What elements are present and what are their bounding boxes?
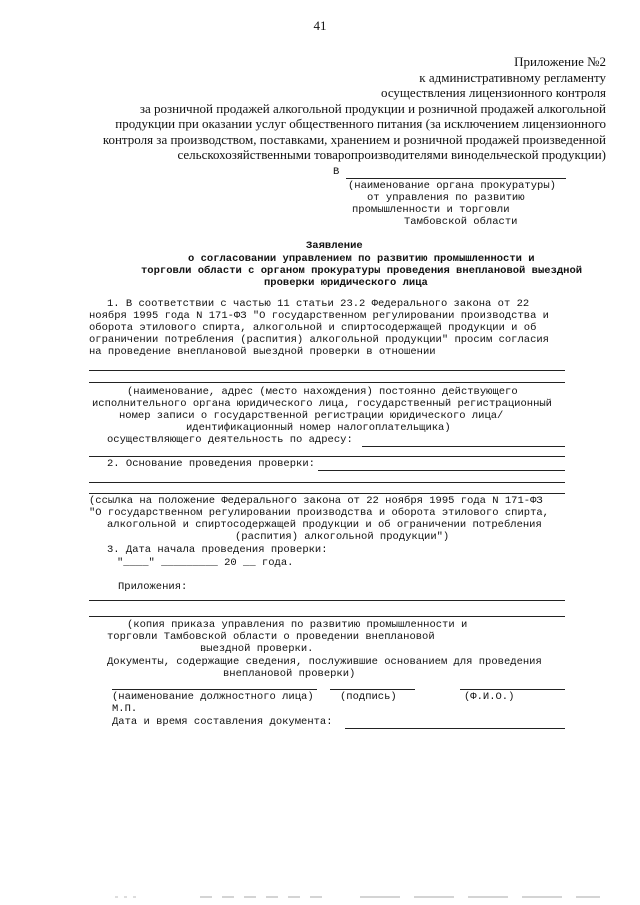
section2-label: 2. Основание проведения проверки: — [107, 458, 315, 470]
activity-address-label: осуществляющего деятельность по адресу: — [107, 434, 353, 446]
title-line: проверки юридического лица — [264, 277, 428, 289]
attachments-note: (копия приказа управления по развитию промышленности и — [127, 619, 468, 631]
recipient-from-line: Тамбовской области — [404, 216, 518, 228]
fill-line — [89, 456, 565, 457]
appendix-line: сельскохозяйственными товаропроизводителями винодельческой продукции) — [177, 147, 606, 162]
recipient-from-line: промышленности и торговли — [352, 204, 510, 216]
section1-line: ноября 1995 года N 171-ФЗ "О государственном регулировании производства и — [89, 310, 549, 322]
fill-line — [89, 370, 565, 371]
attachments-note: Документы, содержащие сведения, послужившие основанием для проведения — [107, 656, 542, 668]
section1-note: номер записи о государственной регистрации юридического лица/ — [119, 410, 504, 422]
fill-line — [318, 470, 565, 471]
signature-line — [330, 689, 415, 690]
recipient-note: (наименование органа прокуратуры) — [348, 180, 556, 192]
section1-note: (наименование, адрес (место нахождения) постоянно действующего — [127, 386, 518, 398]
section2-note: "О государственном регулировании производства и оборота этилового спирта, — [89, 507, 549, 519]
attachments-note: торговли Тамбовской области о проведении внеплановой — [107, 631, 435, 643]
stamp-label: М.П. — [112, 703, 138, 715]
section2-note: (ссылка на положение Федерального закона от 22 ноября 1995 года N 171-ФЗ — [89, 495, 543, 507]
section1-line: на проведение внеплановой выездной проверки в отношении — [89, 346, 436, 358]
title-line: торговли области с органом прокуратуры проведения внеплановой выездной — [141, 265, 583, 277]
signature-caption: (подпись) — [340, 691, 397, 703]
section1-note: идентификационный номер налогоплательщика) — [186, 422, 451, 434]
datetime-line — [345, 728, 565, 729]
appendix-line: продукции при оказании услуг общественного питания (за исключением лицензионного — [115, 116, 606, 131]
section1-line: оборота этилового спирта, алкогольной и спиртосодержащей продукции и об — [89, 322, 537, 334]
attachments-label: Приложения: — [118, 581, 188, 593]
scan-artifact — [0, 893, 640, 901]
title-line: о согласовании управлением по развитию промышленности и — [188, 253, 535, 265]
recipient-to: В — [333, 166, 340, 178]
datetime-label: Дата и время составления документа: — [112, 716, 333, 728]
page-number: 41 — [313, 18, 327, 33]
document-title: Заявление — [306, 240, 363, 252]
appendix-line: за розничной продажей алкогольной продукции и розничной продажей алкогольной — [139, 100, 606, 116]
fill-line — [89, 493, 565, 494]
position-line — [112, 689, 317, 690]
recipient-line — [346, 178, 566, 179]
appendix-line: Приложение №2 — [514, 54, 606, 69]
section2-note: (распития) алкогольной продукции") — [235, 531, 450, 543]
fill-line — [89, 482, 565, 483]
address-line — [362, 446, 565, 447]
position-caption: (наименование должностного лица) — [112, 691, 314, 703]
start-date-field: "____" _________ 20 __ года. — [117, 557, 294, 569]
name-caption: (Ф.И.О.) — [464, 691, 515, 703]
section3-label: 3. Дата начала проведения проверки: — [107, 544, 328, 556]
section1-line: ограничении потребления (распития) алкогольной продукции" просим согласия — [89, 334, 549, 346]
name-line — [460, 689, 565, 690]
fill-line — [89, 616, 565, 617]
appendix-line: к административному регламенту — [419, 69, 606, 85]
section2-note: алкогольной и спиртосодержащей продукции и об ограничении потребления — [107, 519, 542, 531]
fill-line — [89, 600, 565, 601]
attachments-note: внеплановой проверки) — [223, 668, 356, 680]
appendix-line: контроля за производством, поставками, хранением и розничной продажей произведенной — [102, 131, 606, 147]
appendix-header — [86, 54, 606, 163]
section1-note: исполнительного органа юридического лица, государственный регистрационный — [92, 398, 552, 410]
appendix-line: осуществления лицензионного контроля — [381, 85, 606, 100]
attachments-note: выездной проверки. — [200, 643, 314, 655]
fill-line — [89, 382, 565, 383]
section1-line: 1. В соответствии с частью 11 статьи 23.2 Федерального закона от 22 — [107, 298, 530, 310]
recipient-from-line: от управления по развитию — [367, 192, 525, 204]
